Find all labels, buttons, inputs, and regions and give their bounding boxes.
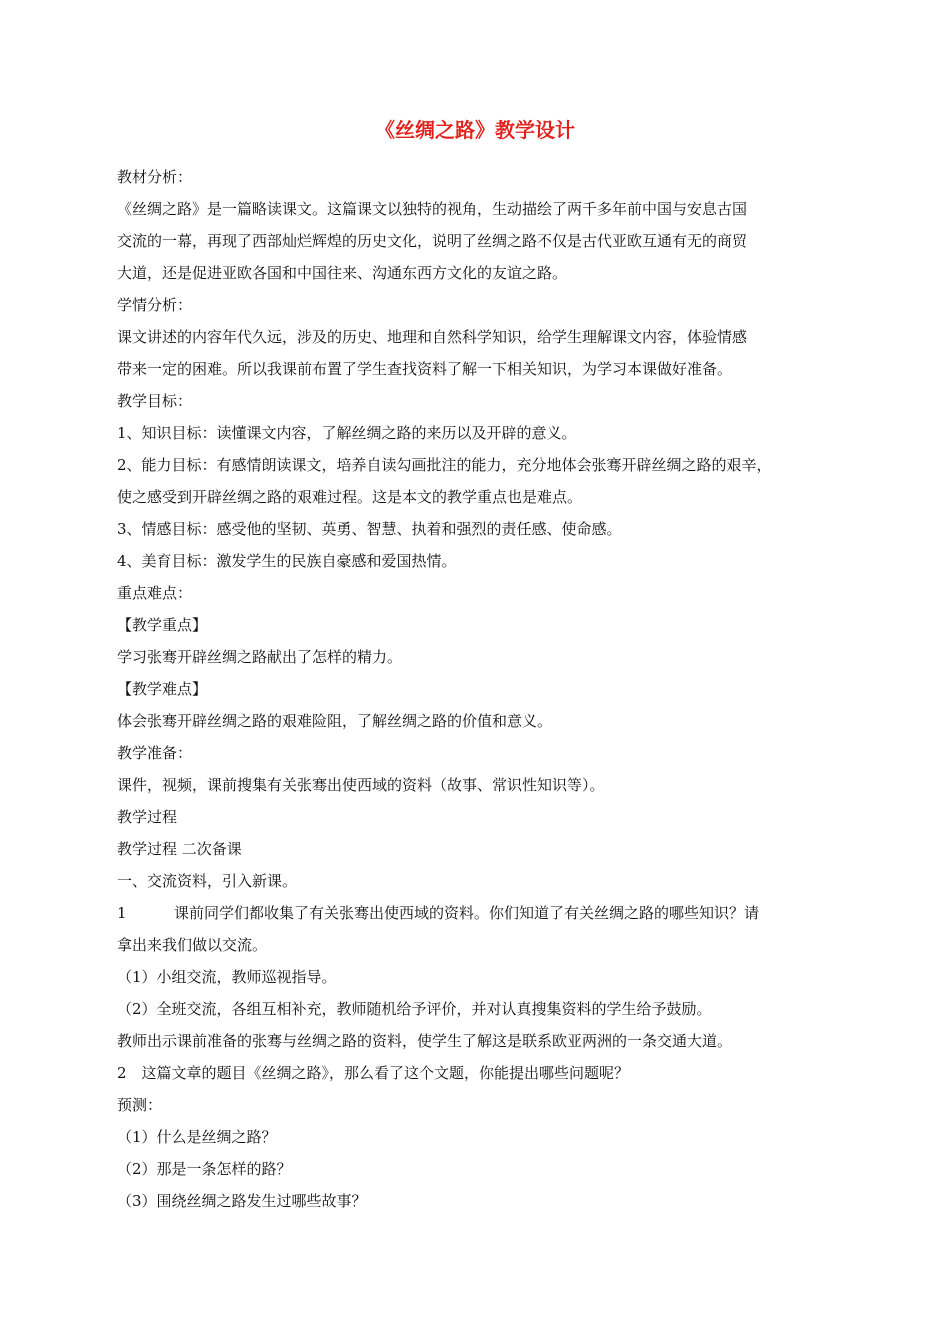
subheading-key-point: 【教学重点】 [117, 616, 208, 634]
document-title: 《丝绸之路》教学设计 [375, 118, 575, 142]
paragraph-line: 课文讲述的内容年代久远，涉及的历史、地理和自然科学知识，给学生理解课文内容，体验情感 [117, 328, 748, 346]
item-text: 课前同学们都收集了有关张骞出使西域的资料。你们知道了有关丝绸之路的哪些知识？请 [174, 904, 760, 922]
list-item: （1）小组交流，教师巡视指导。 [117, 968, 337, 986]
list-item: （3）围绕丝绸之路发生过哪些故事？ [117, 1192, 367, 1210]
section-heading-material-analysis: 教材分析： [117, 168, 193, 186]
paragraph-line: 大道，还是促进亚欧各国和中国往来、沟通东西方文化的友谊之路。 [117, 264, 568, 282]
goal-item: 2、能力目标：有感情朗读课文，培养自读勾画批注的能力，充分地体会张骞开辟丝绸之路的艰辛， [117, 456, 772, 474]
section-heading-key-points: 重点难点： [117, 584, 193, 602]
paragraph-line: 拿出来我们做以交流。 [117, 936, 268, 954]
goal-item: 4、美育目标：激发学生的民族自豪感和爱国热情。 [117, 552, 457, 570]
list-item: （2）那是一条怎样的路？ [117, 1160, 292, 1178]
paragraph-line: 学习张骞开辟丝绸之路献出了怎样的精力。 [117, 648, 403, 666]
subheading-difficult-point: 【教学难点】 [117, 680, 208, 698]
teaching-process-columns: 教学过程 二次备课 [117, 840, 242, 858]
section-heading-student-analysis: 学情分析： [117, 296, 193, 314]
paragraph-line: 教师出示课前准备的张骞与丝绸之路的资料，使学生了解这是联系欧亚两洲的一条交通大道。 [117, 1032, 733, 1050]
section-heading-teaching-goals: 教学目标： [117, 392, 193, 410]
paragraph-line: 《丝绸之路》是一篇略读课文。这篇课文以独特的视角，生动描绘了两千多年前中国与安息古国 [117, 200, 748, 218]
paragraph-line: 体会张骞开辟丝绸之路的艰难险阻，了解丝绸之路的价值和意义。 [117, 712, 553, 730]
section-heading-preparation: 教学准备： [117, 744, 193, 762]
paragraph-line: 交流的一幕，再现了西部灿烂辉煌的历史文化，说明了丝绸之路不仅是古代亚欧互通有无的商贸 [117, 232, 748, 250]
paragraph-line: 课件，视频，课前搜集有关张骞出使西域的资料（故事、常识性知识等）。 [117, 776, 605, 794]
numbered-item-2: 2 这篇文章的题目《丝绸之路》，那么看了这个文题，你能提出哪些问题呢？ [117, 1064, 630, 1082]
paragraph-line: 带来一定的困难。所以我课前布置了学生查找资料了解一下相关知识，为学习本课做好准备。 [117, 360, 733, 378]
paragraph-line: 使之感受到开辟丝绸之路的艰难过程。这是本文的教学重点也是难点。 [117, 488, 583, 506]
goal-item: 1、知识目标：读懂课文内容，了解丝绸之路的来历以及开辟的意义。 [117, 424, 577, 442]
list-item: （2）全班交流，各组互相补充，教师随机给予评价，并对认真搜集资料的学生给予鼓励。 [117, 1000, 712, 1018]
goal-item: 3、情感目标：感受他的坚韧、英勇、智慧、执着和强烈的责任感、使命感。 [117, 520, 622, 538]
section-heading-teaching-process: 教学过程 [117, 808, 178, 826]
list-item: （1）什么是丝绸之路？ [117, 1128, 277, 1146]
item-number: 1 [117, 904, 127, 922]
step-heading: 一、交流资料，引入新课。 [117, 872, 298, 890]
prediction-heading: 预测： [117, 1096, 163, 1114]
numbered-item-1 [117, 902, 759, 924]
